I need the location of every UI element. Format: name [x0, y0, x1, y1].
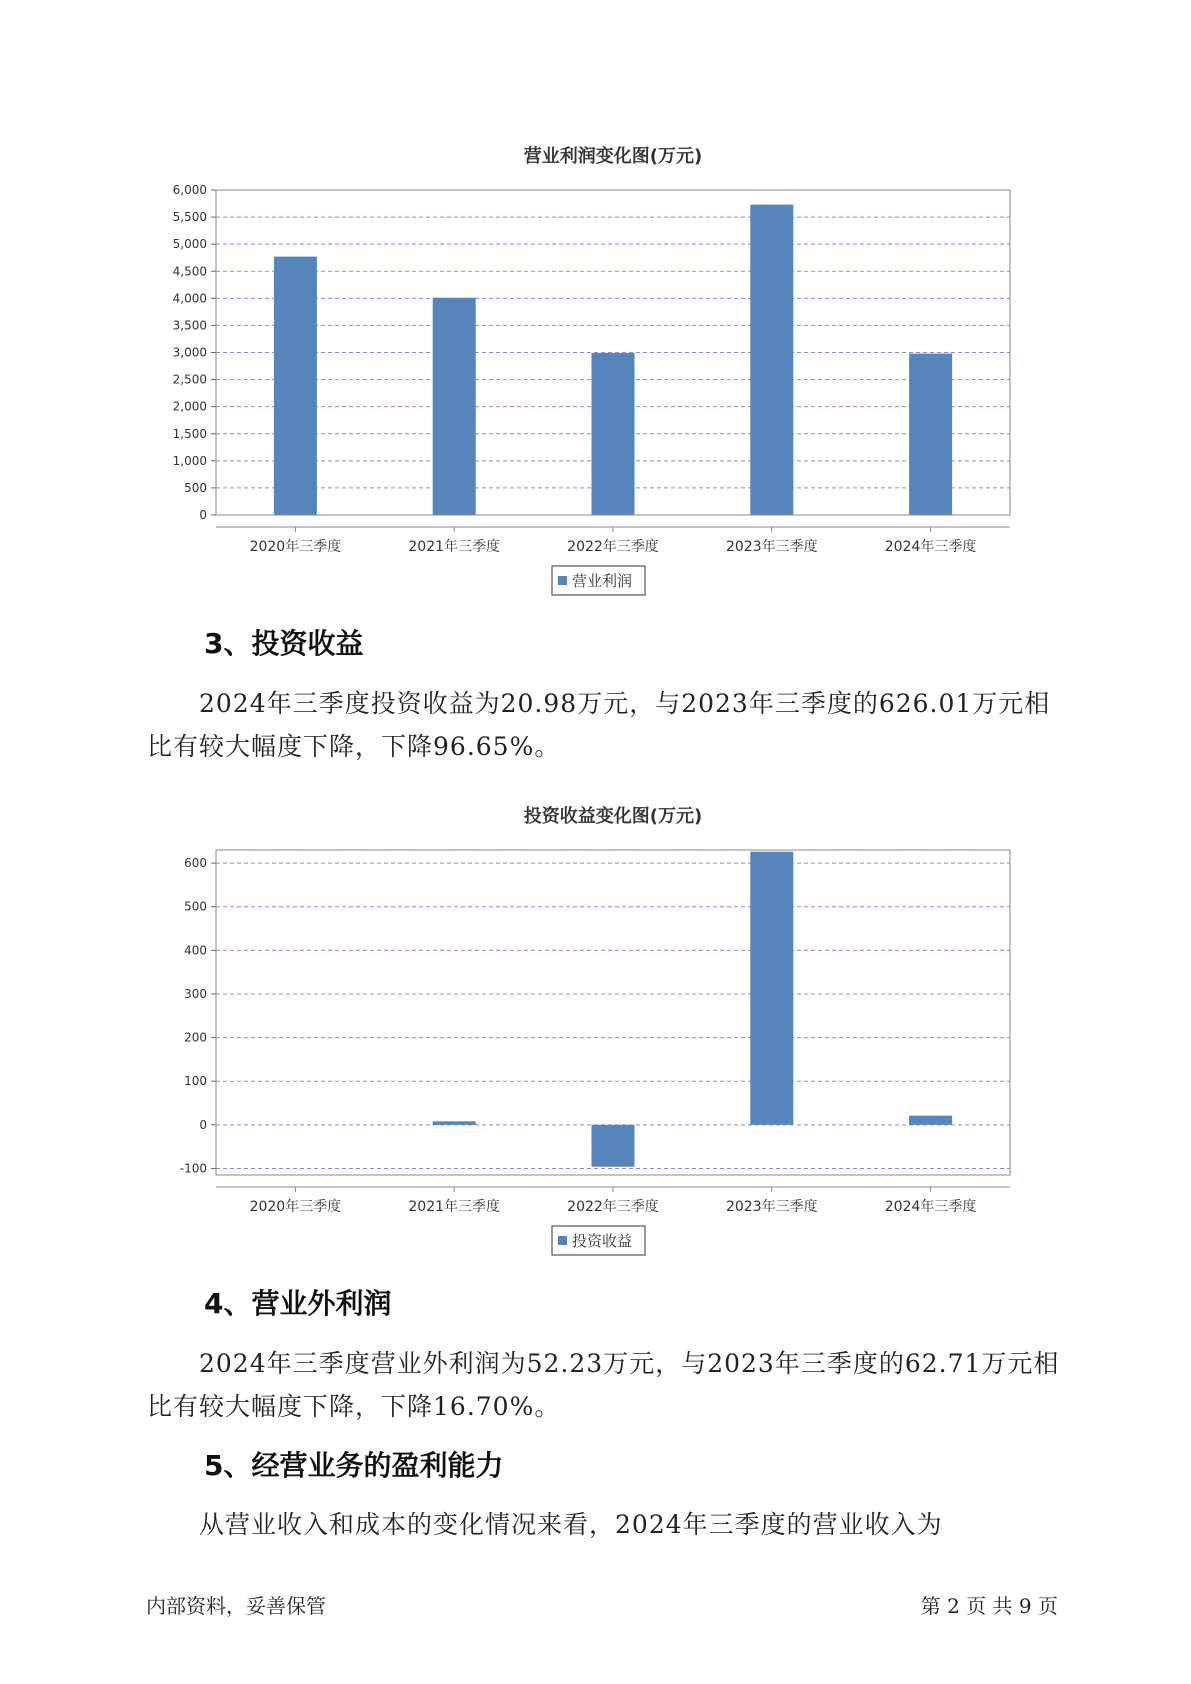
bar: [592, 353, 635, 515]
x-tick-label: 2023年三季度: [725, 539, 818, 555]
x-tick-label: 2020年三季度: [249, 1199, 342, 1215]
y-tick-label: 6,000: [172, 183, 207, 197]
y-tick-label: 200: [184, 1030, 207, 1045]
chart-title: 营业利润变化图(万元): [523, 146, 703, 167]
y-tick-label: 400: [184, 943, 207, 958]
y-tick-label: 1,500: [172, 426, 207, 441]
section-heading-investment-income: 3、投资收益: [204, 627, 364, 660]
y-tick-label: 300: [184, 986, 207, 1001]
x-tick-label: 2024年三季度: [884, 1199, 977, 1215]
bar: [909, 1116, 952, 1125]
y-tick-label: 2,000: [172, 399, 207, 414]
legend-swatch: [558, 1236, 567, 1245]
paragraph-non-operating-profit: 2024年三季度营业外利润为52.23万元，与2023年三季度的62.71万元相比有较大幅度下降，下降16.70%。: [147, 1349, 1060, 1421]
y-tick-label: 0: [199, 1117, 207, 1132]
y-tick-label: 5,500: [172, 210, 207, 225]
y-tick-label: 600: [184, 856, 207, 871]
x-tick-label: 2021年三季度: [408, 539, 501, 555]
y-tick-label: -100: [179, 1161, 207, 1176]
bar: [433, 1121, 476, 1124]
bar: [433, 298, 476, 515]
operating-profit-chart: [0, 130, 1191, 600]
legend-label: 营业利润: [572, 572, 633, 590]
y-tick-label: 500: [184, 899, 207, 914]
y-tick-label: 2,500: [172, 372, 207, 387]
operating-profit-chart-svg: [0, 130, 1191, 600]
y-tick-label: 0: [199, 508, 207, 522]
y-tick-label: 3,500: [172, 318, 207, 333]
paragraph-investment-income: 2024年三季度投资收益为20.98万元，与2023年三季度的626.01万元相比有较大幅度下降，下降96.65%。: [147, 689, 1051, 761]
bar: [592, 1125, 635, 1167]
footer-confidential-note: 内部资料，妥善保管: [146, 1594, 326, 1618]
bar: [750, 852, 793, 1125]
investment-income-chart: [0, 790, 1191, 1260]
y-tick-label: 3,000: [172, 345, 207, 360]
investment-income-chart-svg: [0, 790, 1191, 1260]
y-tick-label: 4,000: [172, 291, 207, 306]
legend-swatch: [558, 576, 567, 585]
x-tick-label: 2024年三季度: [884, 539, 977, 555]
y-tick-label: 5,000: [172, 237, 207, 252]
x-tick-label: 2022年三季度: [567, 539, 659, 555]
bar: [274, 257, 317, 515]
section-heading-non-operating-profit: 4、营业外利润: [204, 1287, 392, 1320]
paragraph-business-profitability: 从营业收入和成本的变化情况来看，2024年三季度的营业收入为: [199, 1510, 943, 1539]
x-tick-label: 2021年三季度: [408, 1199, 501, 1215]
chart-title: 投资收益变化图(万元): [523, 806, 703, 827]
bar: [909, 354, 952, 515]
y-tick-label: 100: [184, 1074, 207, 1089]
footer-page-number: 第 2 页 共 9 页: [920, 1594, 1058, 1618]
x-tick-label: 2023年三季度: [725, 1199, 818, 1215]
x-tick-label: 2022年三季度: [567, 1199, 659, 1215]
legend-label: 投资收益: [572, 1232, 633, 1250]
y-tick-label: 500: [184, 480, 207, 495]
section-heading-business-profitability: 5、经营业务的盈利能力: [204, 1449, 504, 1482]
x-tick-label: 2020年三季度: [249, 539, 342, 555]
y-tick-label: 4,500: [172, 264, 207, 279]
bar: [750, 205, 793, 515]
y-tick-label: 1,000: [172, 453, 207, 468]
